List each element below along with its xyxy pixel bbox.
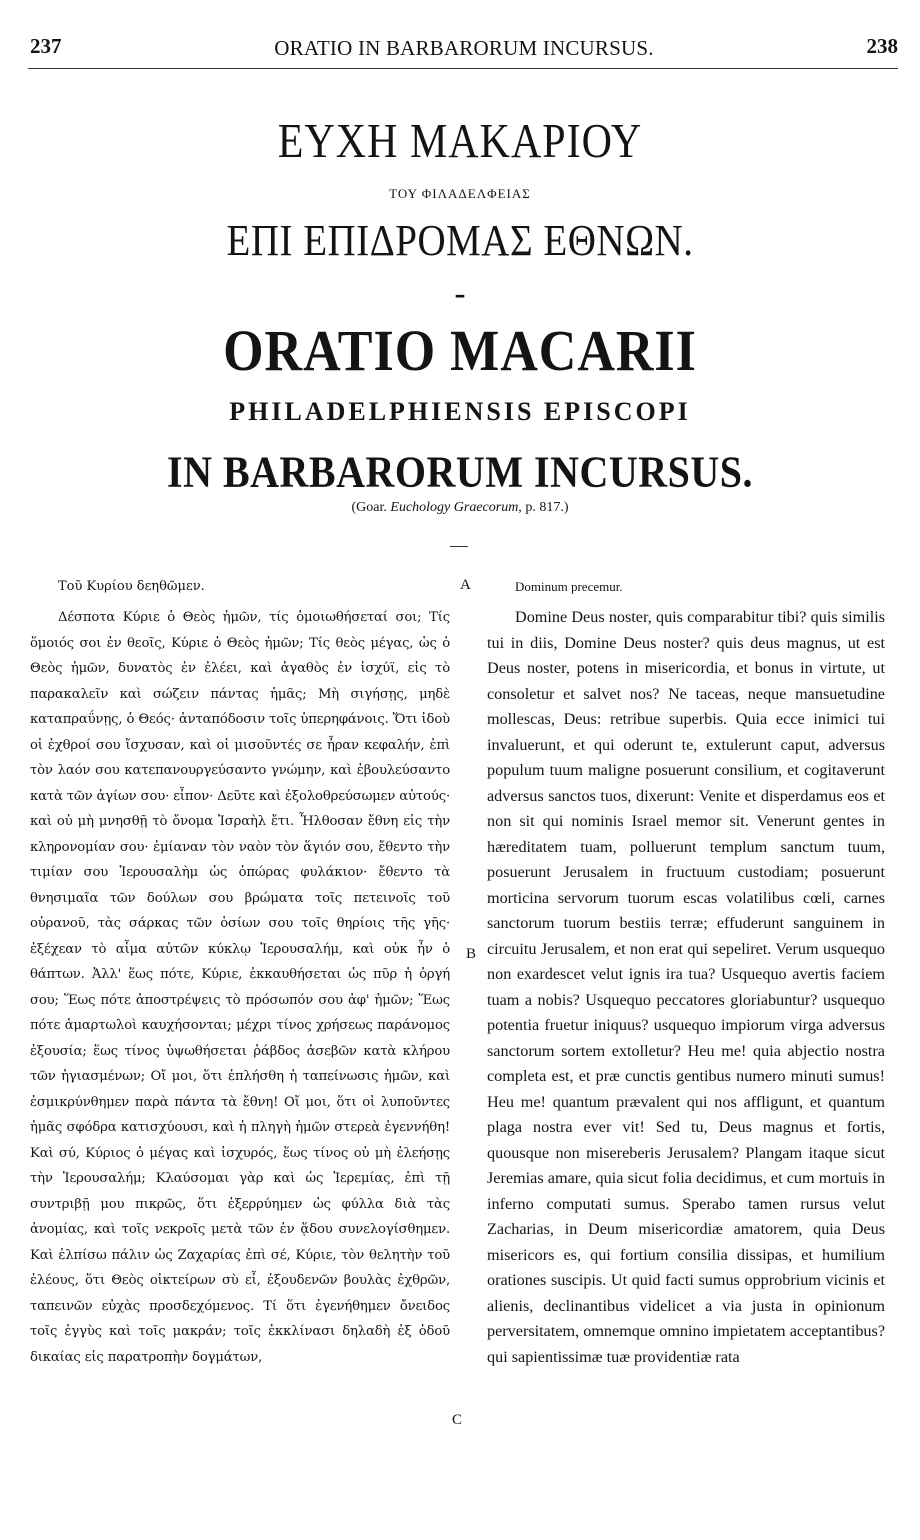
source-suffix: p. 817.)	[525, 500, 569, 515]
heading-separator: –	[454, 282, 466, 308]
running-title: ORATIO IN BARBARORUM INCURSUS.	[274, 36, 654, 60]
source-prefix: (Goar.	[351, 500, 387, 515]
latin-title: ORATIO MACARII	[223, 319, 697, 384]
margin-letter-c: C	[452, 1412, 463, 1428]
latin-column-text: Domine Deus noster, quis comparabitur tibi? quis similis tui in diis, Domine Deus noster? quis deus magnus, ut est Deus noster, potens in misericordia, et bonus in virtute, ut consoletur et salvet nos? Ne taceas, neque mansuetudine mollescas, Deus: retribue superbis. Quia ecce inimici tui invaluerunt, et qui oderunt te, extulerunt caput, adversus populum tuum maligne posuerunt consilium, et cogitaverunt adversus sanctos tuos, dixerunt: Venite et disperdamus eos et non sit qui nominis Israel memor sit. Venerunt gentes in hæreditatem tuam, polluerunt templum sanctum tuum, posuerunt Jerusalem in fructuum custodiam; posuerunt morticina servorum tuorum escas volatilibus cœli, carnes sanctorum tuorum bestiis terræ; effuderunt sanguinem in circuitu Jerusalem, et non erat qui sepeliret. Verum usquequo non exardescet velut ignis ira tua? Usquequo avertis faciem tuam a nobis? Usquequo peccatores gloriabuntur? usquequo potentia fruetur iniquus? usquequo impiorum virga adversus sanctorum sortem extolletur? Heu me! quia abjectio nostra completa est, et præ cunctis gentibus numero minuti sumus! Heu me! quantum prævalent qui nos affligunt, et quantum plaga nostra ever vit! Sed tu, Deus magnus et fortis, quousque non misereberis Jerusalem? Plangam itaque sicut Jeremias amare, quia sicut folia decidimus, et cum mortuis in inferno computati sumus. Sperabo tamen rursus velut Zacharias, in Deum misericordiæ amatorem, quia Deus misericors es, qui fortium consilia dissipas, et humilium orationes suscipis. Ut quid facti sumus opprobrium vicinis et alienis, declinantibus videlicet a via justa in opinionum perversitatem, omnemque omnino impietatem acceptantibus? qui sapientissimæ tuæ providentiæ rata	[487, 608, 885, 1366]
header-rule	[28, 68, 898, 69]
latin-column-heading: Dominum precemur.	[515, 579, 623, 594]
margin-letter-a: A	[460, 577, 471, 593]
greek-column-text: Δέσποτα Κύριε ὁ Θεὸς ἡμῶν, τίς ὁμοιωθήσεταί σοι; Τίς ὅμοιός σοι ἐν θεοῖς, Κύριε ὁ Θεὸς ἡμῶν; Τίς θεὸς μέγας, ὡς ὁ Θεὸς ἡμῶν, δυνατὸς ἐν ἐλέει, καὶ ἀγαθὸς ἐν ἰσχύϊ, εἰς τὸ παρακαλεῖν καὶ σώζειν πάντας ἡμᾶς; Μὴ σιγήσῃς, μηδὲ καταπραΰνῃς, ὁ Θεός· ἀνταπόδοσιν τοῖς ὑπερηφάνοις. Ὅτι ἰδοὺ οἱ ἐχθροί σου ἴσχυσαν, καὶ οἱ μισοῦντές σε ἦραν κεφαλήν, ἐπὶ τὸν λαόν σου κατεπανουργεύσαντο γνώμην, καὶ ἐβουλεύσαντο κατὰ τῶν ἁγίων σου· εἶπον· Δεῦτε καὶ ἐξολοθρεύσωμεν αὐτούς· καὶ οὐ μὴ μνησθῇ τὸ ὄνομα Ἰσραὴλ ἔτι. Ἦλθοσαν ἔθνη εἰς τὴν κληρονομίαν σου· ἐμίαναν τὸν ναὸν τὸν ἅγιόν σου, ἔθεντο τὴν τιμίαν σου Ἱερουσαλὴμ ὡς ὀπώρας φυλάκιον· ἔθεντο τὰ θνησιμαῖα τῶν δούλων σου βρώματα τοῖς πετεινοῖς τοῦ οὐρανοῦ, τὰς σάρκας τῶν ὁσίων σου τοῖς θηρίοις τῆς γῆς· ἐξέχεαν τὸ αἷμα αὐτῶν κύκλῳ Ἱερουσαλήμ, καὶ οὐκ ἦν ὁ θάπτων. Ἀλλ' ἕως πότε, Κύριε, ἐκκαυθήσεται ὡς πῦρ ἡ ὀργή σου; Ἕως πότε ἀποστρέψεις τὸ πρόσωπόν σου ἀφ' ἡμῶν; Ἕως πότε ἁμαρτωλοὶ καυχήσονται; μέχρι τίνος χρήσεως παράνομος ἐξουσία; ἕως τίνος ὑψωθήσεται ῥάβδος ἀσεβῶν κατὰ κλήρου τῶν ἡγιασμένων; Οἴ μοι, ὅτι ἐπλήσθη ἡ ταπείνωσις ἡμῶν, καὶ ἐσμικρύνθημεν παρὰ πάντα τὰ ἔθνη! Οἴ μοι, ὅτι οἱ λυποῦντες ἡμᾶς σφόδρα κατισχύουσι, καὶ ἡ πληγὴ ἡμῶν στερεὰ ἐγεννήθη! Καὶ σύ, Κύριος ὁ μέγας καὶ ἰσχυρός, ἕως τίνος οὐ μὴ ἐλεήσῃς τὴν Ἱερουσαλήμ; Κλαύσομαι γὰρ καὶ ὡς Ἱερεμίας, ἐπὶ τῇ συντριβῇ μου πικρῶς, ὅτι ἐξερρύημεν ὡς φύλλα διὰ τὰς ἀνομίας, καὶ τοῖς νεκροῖς μετὰ τῶν ἐν ᾅδου συνελογίσθημεν. Καὶ ἐλπίσω πάλιν ὡς Ζαχαρίας ἐπὶ σέ, Κύριε, τὸν θελητὴν τοῦ ἐλέους, ὅτι Θεὸς οἰκτείρων σὺ εἶ, ἐξουδενῶν βουλὰς ἐχθρῶν, ταπεινῶν εὐχὰς προσδεχόμενος. Τί ὅτι ἐγενήθημεν ὄνειδος τοῖς ἐγγὺς καὶ τοῖς μακράν; τοῖς ἐκκλίνασι δηλαδὴ ἐξ ὁδοῦ δικαίας εἰς παρατροπὴν δογμάτων,	[30, 610, 450, 1365]
source-citation	[0, 500, 920, 516]
page-number-left: 237	[30, 34, 62, 58]
greek-title-second-line: ΕΠΙ ΕΠΙΔΡΟΜΑΣ ΕΘΝΩΝ.	[226, 215, 694, 266]
page-number-right: 238	[866, 34, 898, 58]
section-divider	[450, 546, 468, 547]
latin-title-second-line: IN BARBARORUM INCURSUS.	[167, 446, 753, 497]
source-title: Euchology Graecorum,	[390, 500, 522, 515]
margin-letter-b: B	[466, 946, 477, 962]
greek-column-heading: Τοῦ Κυρίου δεηθῶμεν.	[58, 579, 205, 594]
greek-column	[30, 574, 450, 1370]
greek-title: ΕΥΧΗ ΜΑΚΑΡΙΟΥ	[277, 115, 643, 169]
latin-subtitle: PHILADELPHIENSIS EPISCOPI	[229, 397, 691, 426]
greek-subtitle: ΤΟΥ ΦΙΛΑΔΕΛΦΕΙΑΣ	[389, 186, 531, 201]
running-head	[30, 34, 898, 64]
latin-column	[487, 574, 885, 1370]
